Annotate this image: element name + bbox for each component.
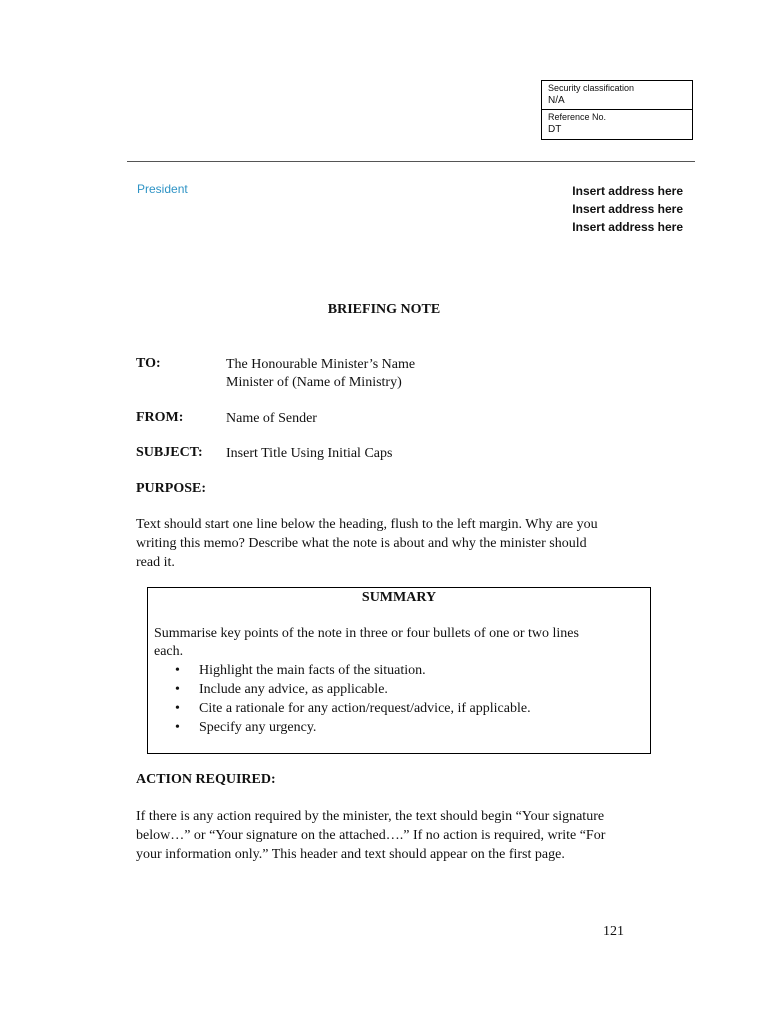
to-line-2: Minister of (Name of Ministry) bbox=[226, 375, 402, 390]
summary-bullet-item bbox=[172, 699, 531, 718]
summary-bullet-text: Cite a rationale for any action/request/advice, if applicable. bbox=[199, 701, 531, 716]
summary-intro bbox=[154, 625, 634, 661]
to-label: TO: bbox=[136, 356, 161, 371]
address-line: Insert address here bbox=[572, 220, 683, 234]
summary-bullet-text: Specify any urgency. bbox=[199, 720, 317, 735]
bullet-icon: • bbox=[175, 701, 180, 716]
summary-bullet-item bbox=[172, 661, 531, 680]
summary-intro-line: Summarise key points of the note in three or four bullets of one or two lines bbox=[154, 626, 579, 641]
summary-bullet-item bbox=[172, 680, 531, 699]
bullet-icon: • bbox=[175, 663, 180, 678]
reference-value: DT bbox=[548, 124, 562, 135]
to-value bbox=[226, 356, 415, 392]
summary-box bbox=[147, 587, 651, 754]
summary-title: SUMMARY bbox=[361, 590, 437, 605]
summary-bullet-list bbox=[172, 661, 531, 737]
summary-intro-line: each. bbox=[154, 644, 184, 659]
subject-label: SUBJECT: bbox=[136, 445, 203, 460]
summary-bullet-text: Include any advice, as applicable. bbox=[199, 682, 388, 697]
purpose-line: read it. bbox=[136, 555, 175, 570]
action-required-text bbox=[136, 807, 636, 864]
header-divider bbox=[127, 161, 695, 162]
bullet-icon: • bbox=[175, 682, 180, 697]
security-box bbox=[541, 80, 693, 140]
action-required-line: below…” or “Your signature on the attached….” If no action is required, write “For bbox=[136, 828, 606, 843]
president-label: President bbox=[137, 182, 188, 196]
security-classification-value: N/A bbox=[548, 95, 565, 106]
address-line: Insert address here bbox=[572, 184, 683, 198]
purpose-line: writing this memo? Describe what the note is about and why the minister should bbox=[136, 536, 587, 551]
address-line: Insert address here bbox=[572, 202, 683, 216]
to-line-1: The Honourable Minister’s Name bbox=[226, 357, 416, 372]
subject-value: Insert Title Using Initial Caps bbox=[226, 446, 393, 461]
action-required-line: If there is any action required by the minister, the text should begin “Your signature bbox=[136, 809, 605, 824]
reference-row bbox=[542, 110, 692, 139]
purpose-line: Text should start one line below the heading, flush to the left margin. Why are you bbox=[136, 517, 598, 532]
from-value: Name of Sender bbox=[226, 411, 317, 426]
address-block bbox=[572, 182, 683, 236]
security-classification-label: Security classification bbox=[548, 83, 635, 93]
summary-bullet-text: Highlight the main facts of the situation. bbox=[199, 663, 426, 678]
action-required-label: ACTION REQUIRED: bbox=[136, 772, 276, 787]
from-label: FROM: bbox=[136, 410, 184, 425]
action-required-line: your information only.” This header and text should appear on the first page. bbox=[136, 847, 565, 862]
bullet-icon: • bbox=[175, 720, 180, 735]
page-number: 121 bbox=[603, 924, 624, 939]
purpose-label: PURPOSE: bbox=[136, 481, 206, 496]
reference-label: Reference No. bbox=[548, 112, 607, 122]
purpose-text bbox=[136, 515, 636, 572]
security-classification-row bbox=[542, 81, 692, 110]
document-title: BRIEFING NOTE bbox=[327, 302, 441, 317]
summary-bullet-item bbox=[172, 718, 531, 737]
